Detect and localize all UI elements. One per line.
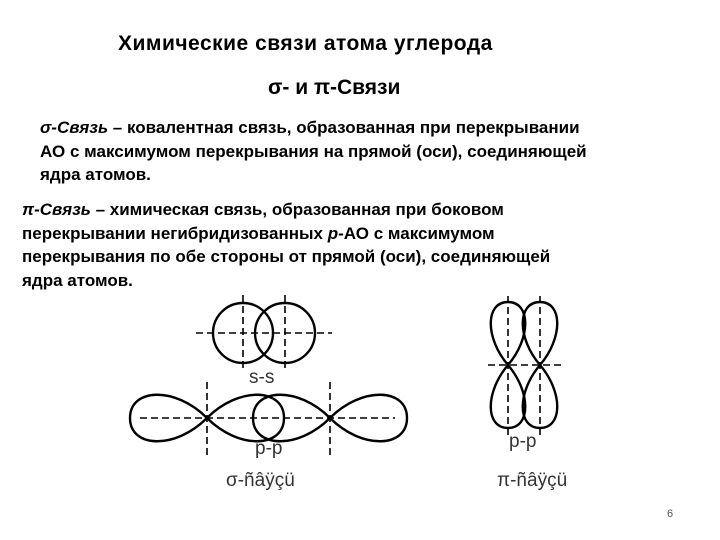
pi-def-line-2-post: -АО с максимумом bbox=[338, 223, 495, 243]
sigma-def-line-3: ядра атомов. bbox=[40, 165, 151, 184]
pi-def-line-2-em: p bbox=[327, 223, 339, 243]
pi-caption: π-ñâÿçü bbox=[497, 470, 568, 491]
axes bbox=[140, 295, 562, 455]
page-number: 6 bbox=[667, 508, 674, 520]
pi-def-line-3: перекрывания по обе стороны от прямой (оси), соединяющей bbox=[22, 247, 551, 266]
pp-pi-label: p-p bbox=[509, 431, 537, 452]
pi-term: π-Связь bbox=[22, 200, 91, 219]
page-title: Химические связи атома углерода bbox=[118, 32, 493, 55]
page-subtitle: σ- и π-Связи bbox=[268, 76, 401, 99]
sigma-caption: σ-ñâÿçü bbox=[226, 470, 295, 491]
pi-def-line-1-rest: – химическая связь, образованная при боковом bbox=[90, 200, 504, 219]
pp-sigma-label: p-p bbox=[255, 438, 283, 459]
ss-label: s-s bbox=[249, 367, 275, 388]
sigma-def-line-2: АО с максимумом перекрывания на прямой (оси), соединяющей bbox=[40, 141, 587, 161]
pi-def-line-4: ядра атомов. bbox=[22, 270, 133, 290]
sigma-term: σ-Связь bbox=[40, 118, 109, 137]
sigma-def-line-1-rest: – ковалентная связь, образованная при перекрывании bbox=[108, 118, 580, 137]
pi-def-line-2-pre: перекрывании негибридизованных bbox=[22, 223, 328, 243]
